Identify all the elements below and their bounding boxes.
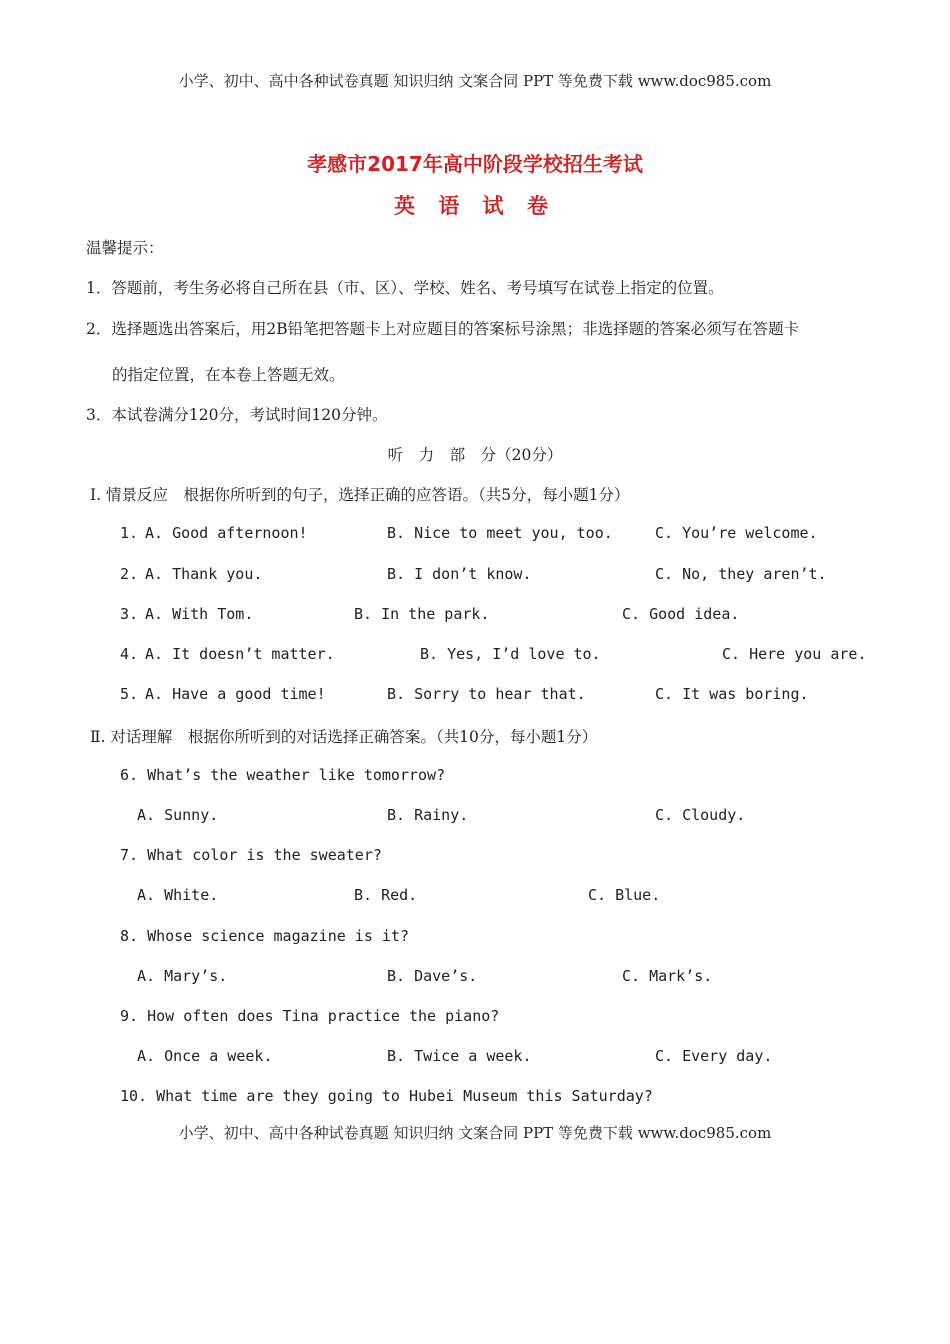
tip-item-2-line-1: 2．选择题选出答案后，用2B铅笔把答题卡上对应题目的答案标号涂黑；非选择题的答案必须写在答题卡 [86,320,800,338]
question-text: 8. Whose science magazine is it? [120,927,409,945]
exam-subtitle: 英 语 试 卷 [394,194,556,218]
page-footer: 小学、初中、高中各种试卷真题 知识归纳 文案合同 PPT 等免费下载 www.doc985.com [178,1124,772,1142]
option-c: C. Blue. [588,886,661,904]
section-2-heading: Ⅱ. 对话理解 根据你所听到的对话选择正确答案。（共10分，每小题1分） [90,728,598,746]
option-b: B. Red. [354,886,418,904]
tips-heading: 温馨提示： [86,239,164,257]
exam-title: 孝感市2017年高中阶段学校招生考试 [307,152,643,176]
option-b: B. I don’t know. [387,565,532,583]
option-b: B. Dave’s. [387,967,478,985]
option-b: B. Sorry to hear that. [387,685,586,703]
option-b: B. Nice to meet you, too. [387,524,613,542]
option-c: C. Good idea. [622,605,740,623]
question-text: 6. What’s the weather like tomorrow? [120,766,446,784]
option-a: A. Have a good time! [145,685,326,703]
option-b: B. In the park. [354,605,490,623]
option-a: A. Mary’s. [137,967,228,985]
tip-item-3: 3．本试卷满分120分，考试时间120分钟。 [86,406,388,424]
option-c: C. Cloudy. [655,806,746,824]
option-c: C. No, they aren’t. [655,565,827,583]
question-number: 1. [120,524,139,542]
listening-section-heading: 听 力 部 分（20分） [387,446,563,464]
option-b: B. Yes, I’d love to. [420,645,601,663]
page-header: 小学、初中、高中各种试卷真题 知识归纳 文案合同 PPT 等免费下载 www.doc985.com [178,72,772,90]
tip-item-1: 1．答题前，考生务必将自己所在县（市、区）、学校、姓名、考号填写在试卷上指定的位置。 [86,279,724,297]
tip-item-2-line-2: 的指定位置，在本卷上答题无效。 [112,366,345,384]
option-c: C. You’re welcome. [655,524,818,542]
question-text: 10. What time are they going to Hubei Museum this Saturday? [120,1087,653,1105]
option-a: A. Once a week. [137,1047,273,1065]
question-text: 7. What color is the sweater? [120,846,382,864]
option-a: A. It doesn’t matter. [145,645,335,663]
option-c: C. Mark’s. [622,967,713,985]
question-number: 4. [120,645,139,663]
option-a: A. With Tom. [145,605,254,623]
option-a: A. Thank you. [145,565,263,583]
question-number: 5. [120,685,139,703]
option-c: C. It was boring. [655,685,809,703]
option-b: B. Rainy. [387,806,469,824]
question-number: 3. [120,605,139,623]
question-text: 9. How often does Tina practice the piano? [120,1007,500,1025]
option-c: C. Here you are. [722,645,867,663]
option-a: A. Sunny. [137,806,219,824]
question-number: 2. [120,565,139,583]
option-a: A. White. [137,886,219,904]
option-c: C. Every day. [655,1047,773,1065]
section-1-heading: Ⅰ. 情景反应 根据你所听到的句子，选择正确的应答语。（共5分，每小题1分） [90,486,630,504]
option-b: B. Twice a week. [387,1047,532,1065]
option-a: A. Good afternoon! [145,524,308,542]
